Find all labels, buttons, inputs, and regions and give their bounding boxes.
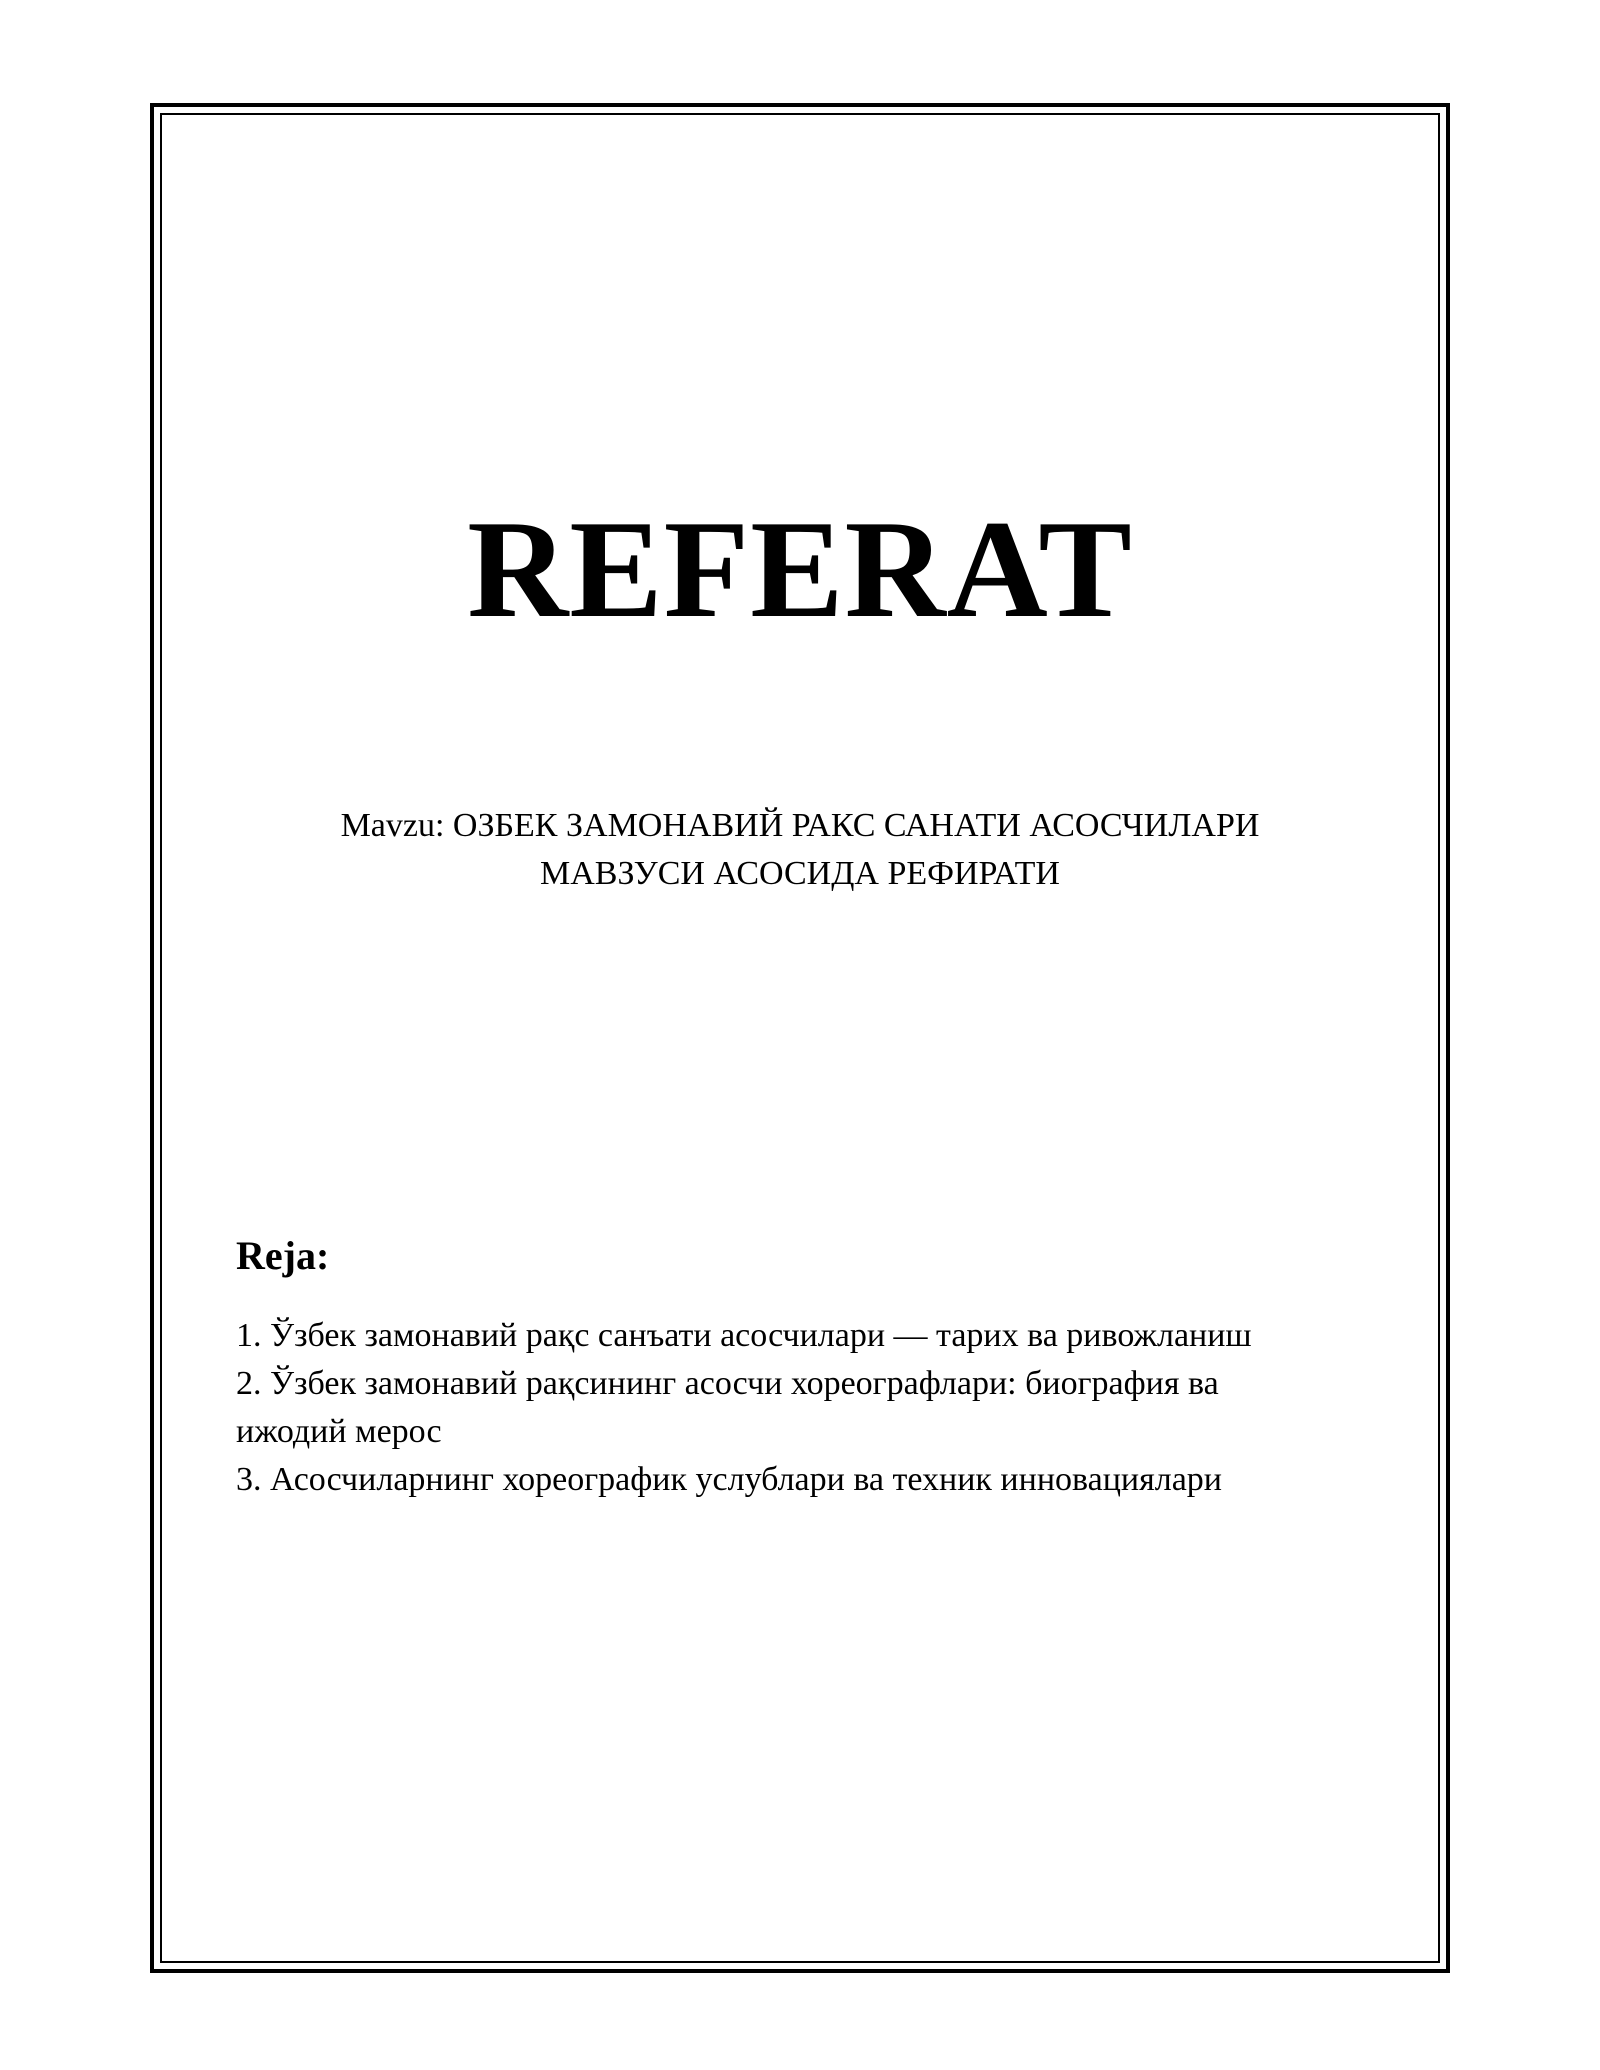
plan-list (236, 1312, 1386, 1504)
plan-item-2 (236, 1360, 1386, 1456)
plan-item-3-line-1: 3. Асосчиларнинг хореографик услублари ва техник инновациялари (236, 1461, 1222, 1498)
topic-block (260, 802, 1340, 898)
plan-item-1-line-1: 1. Ўзбек замонавий рақс санъати асосчилари — тарих ва ривожланиш (236, 1317, 1252, 1354)
page-border-inner (160, 113, 1440, 1963)
plan-item-2-line-1: 2. Ўзбек замонавий рақсининг асосчи хореографлари: биография ва (236, 1365, 1219, 1402)
plan-heading: Reja: (236, 1233, 330, 1278)
plan-item-3 (236, 1456, 1386, 1504)
document-title: REFERAT (467, 492, 1133, 647)
plan-item-2-line-2: ижодий мерос (236, 1413, 442, 1450)
topic-line-2: МАВЗУСИ АСОСИДА РЕФИРАТИ (540, 855, 1060, 892)
plan-item-1 (236, 1312, 1386, 1360)
topic-line-1: Mavzu: ОЗБЕК ЗАМОНАВИЙ РАКС САНАТИ АСОСЧИЛАРИ (340, 807, 1260, 844)
